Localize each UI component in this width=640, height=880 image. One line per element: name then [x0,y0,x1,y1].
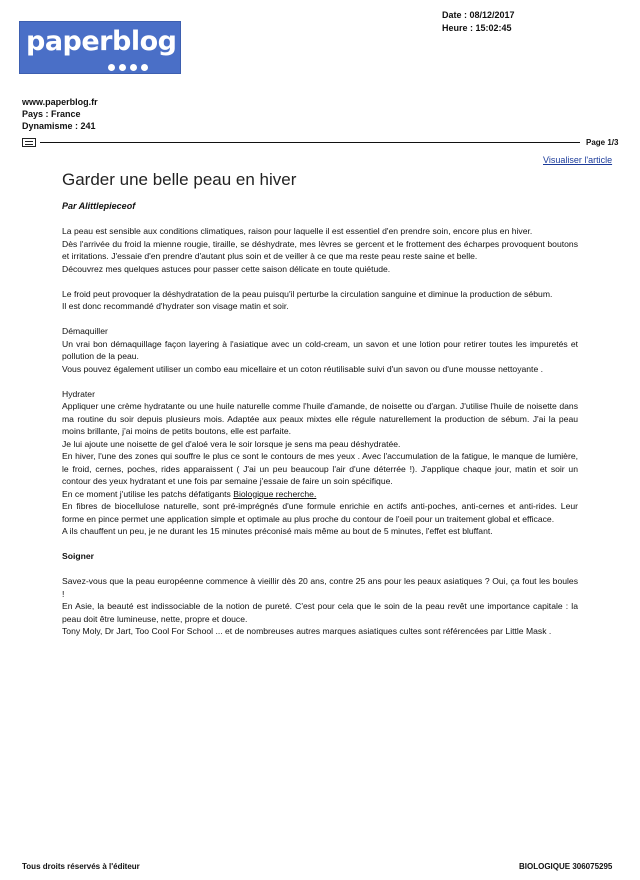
logo-text: paperblog [26,26,177,57]
section-heading: Soigner [62,551,94,561]
paragraph: Un vrai bon démaquillage façon layering à l'asiatique avec un cold-cream, un savon et une lotion pour retirer toutes les impuretés et pollution de la peau. [62,338,578,361]
paragraph: Tony Moly, Dr Jart, Too Cool For School ... et de nombreuses autres marques asiatiques cultes sont référencées par Little Mask . [62,626,552,636]
article-title: Garder une belle peau en hiver [62,170,297,189]
reference-footer: BIOLOGIQUE 306075295 [519,862,613,871]
paragraph: En Asie, la beauté est indissociable de la notion de pureté. C'est pour cela que le soin de la peau revêt une importance capitale : la peau doit être lumineuse, nette, propre et douce. [62,601,578,624]
country-label: Pays : France [22,109,81,119]
rights-footer: Tous droits réservés à l'éditeur [22,862,140,871]
paragraph: Je lui ajoute une noisette de gel d'aloé vera le soir lorsque je sens ma peau déshydratée. [62,438,401,449]
paragraph: En fibres de biocellulose naturelle, sont pré-imprégnés d'une formule enrichie en actifs anti-poches, anti-cernes et anti-rides. Leur forme en pince permet une application simple et optimale au plus proche du contour de l'oeil pour un traitement global et efficace. [62,501,578,524]
logo-dots-icon [108,58,152,76]
paragraph: A ils chauffent un peu, je ne durant les 15 minutes préconisé mais même au bout de 5 minutes, l'effet est bluffant. [62,526,493,536]
paragraph-with-link [62,488,578,501]
biologique-recherche-link[interactable]: Biologique recherche. [233,488,317,499]
article-body [62,225,578,638]
paragraph: Savez-vous que la peau européenne commence à vieillir dès 20 ans, contre 25 ans pour les peaux asiatiques ? Oui, ça fout les boules ! [62,576,578,599]
time-label: Heure : 15:02:45 [442,23,512,33]
header-divider [40,142,580,143]
paragraph: Vous pouvez également utiliser un combo eau micellaire et un coton réutilisable suivi d'un savon ou d'une mousse nettoyante . [62,363,544,374]
paperblog-logo [19,21,181,74]
paragraph: Dès l'arrivée du froid la mienne rougie, tiraille, se déshydrate, mes lèvres se gercent et le frottement des écharpes provoquent boutons et irritations. J'essaie d'en prendre d'autant plus soin et de veiller à ce que ma reste peau reste saine et belle. [62,238,578,261]
site-url: www.paperblog.fr [22,97,98,107]
section-heading: Hydrater [62,388,95,399]
section-heading: Démaquiller [62,326,108,336]
article-author: Par Alittlepieceof [62,201,136,211]
dynamism-label: Dynamisme : 241 [22,121,96,131]
visualiser-article-link[interactable]: Visualiser l'article [543,155,613,165]
date-label: Date : 08/12/2017 [442,10,515,20]
paragraph: Il est donc recommandé d'hydrater son visage matin et soir. [62,301,289,311]
paragraph: Appliquer une crème hydratante ou une huile naturelle comme l'huile d'amande, de noisette ou d'argan. J'utilise l'huile de noisette dans ma routine du soir depuis plusieurs mois. Adaptée aux peaux mixtes elle régule naturellement la production de sébum. J'ai la peau moins brillante, j'ai moins de petits boutons, elle est parfaite. [62,401,578,436]
paragraph: En hiver, l'une des zones qui souffre le plus ce sont le contours de mes yeux . Avec l'accumulation de la fatigue, le manque de lumière, le froid, cernes, poches, rides apparaissent ( J'ai un peu beaucoup l'air d'une déterrée !). J'applique chaque jour, matin et soir un contour des yeux hydratant et une fois par semaine j'essaie de faire un soin spécifique. [62,451,578,486]
paragraph: La peau est sensible aux conditions climatiques, raison pour laquelle il est essentiel d'en prendre soin, encore plus en hiver. [62,226,533,236]
paragraph: Le froid peut provoquer la déshydratation de la peau puisqu'il perturbe la circulation sanguine et diminue la production de sébum. [62,288,553,299]
paragraph: Découvrez mes quelques astuces pour passer cette saison délicate en toute quiétude. [62,263,391,274]
paragraph-text: En ce moment j'utilise les patchs défatigants [62,488,234,499]
document-icon [22,138,36,147]
date-time-block [442,9,515,35]
page-number: Page 1/3 [586,138,619,147]
source-info [22,96,98,132]
